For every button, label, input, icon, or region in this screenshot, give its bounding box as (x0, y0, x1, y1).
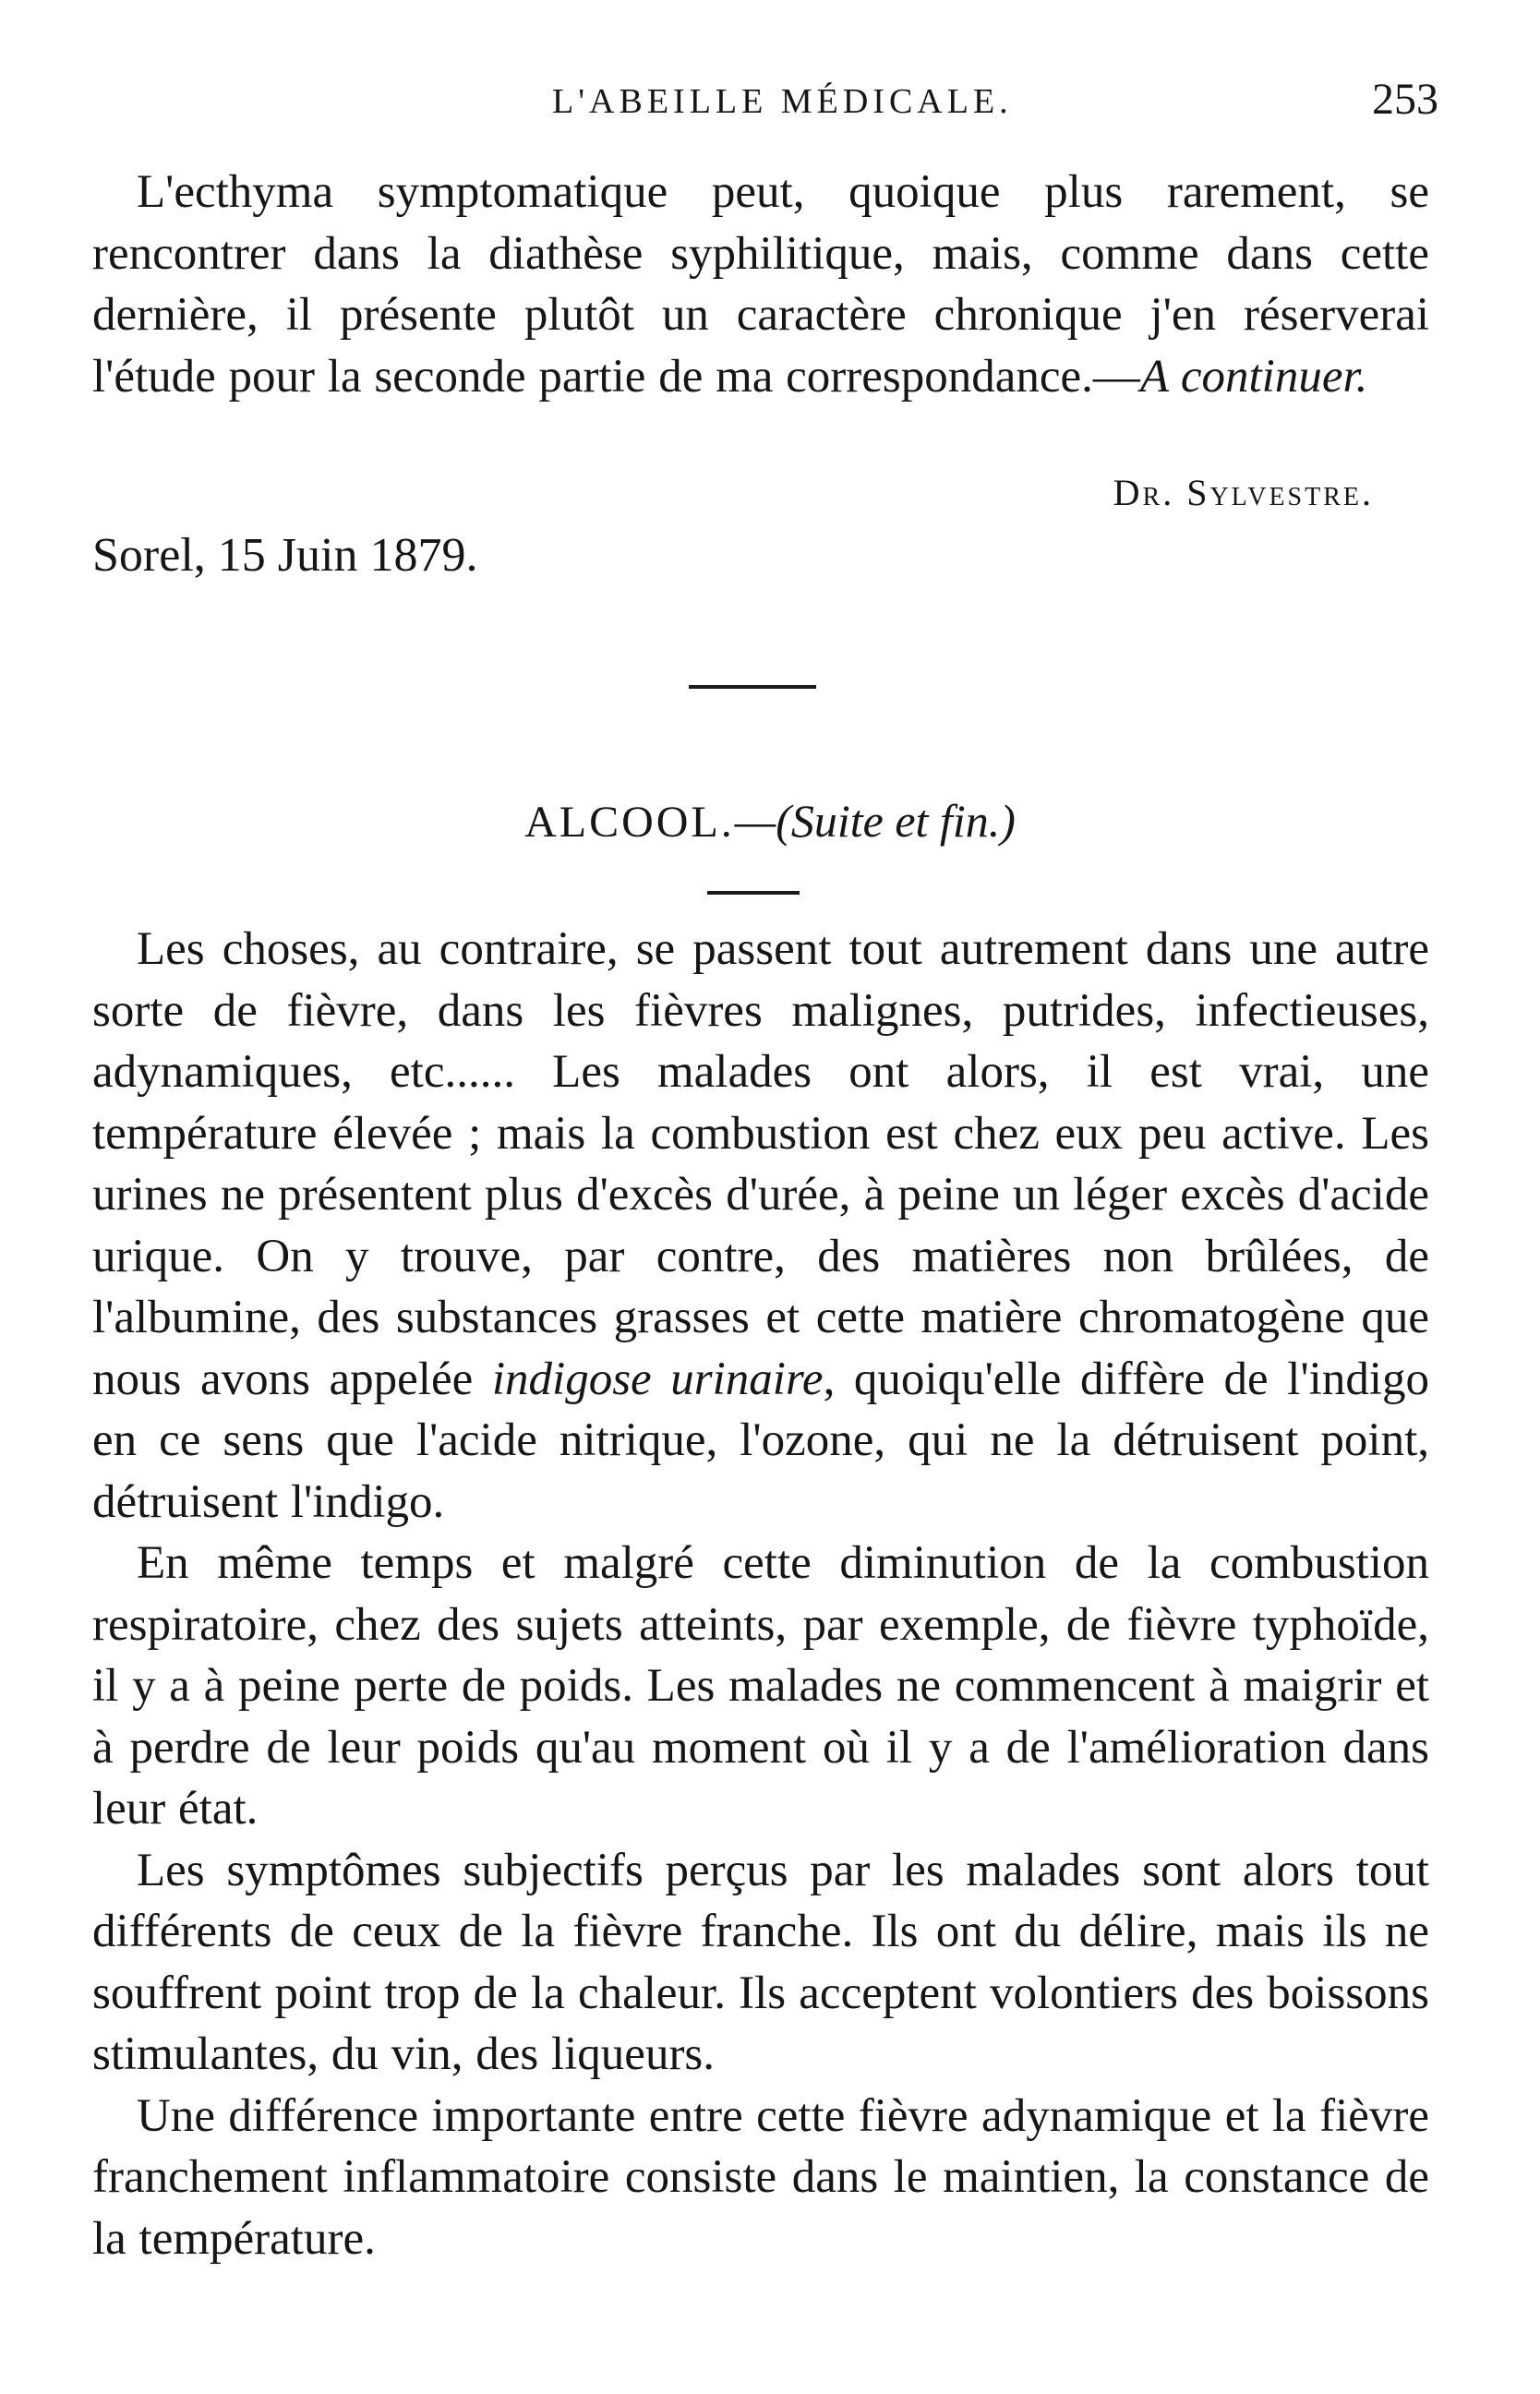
article-title (0, 794, 1540, 848)
article-paragraph-2: En même temps et malgré cette diminution de la combustion respiratoire, chez des sujets atteints, par exemple, de fièvre typhoïde, il y a à peine perte de poids. Les malades ne commencent à maigrir et à perdre de leur poids qu'au moment où il y a de l'amélioration dans leur état. (92, 1537, 1429, 1835)
ecthyma-paragraph-text: L'ecthyma symptomatique peut, quoique plus rarement, se rencontrer dans la diathèse syphilitique, mais, comme dans cette dernière, il présente plutôt un caractère chronique j'en réserverai l'étude pour la seconde partie de ma correspondance.— (92, 166, 1429, 403)
page-number: 253 (1372, 75, 1438, 124)
article-title-main: ALCOOL. (524, 798, 735, 847)
ecthyma-paragraph (92, 162, 1429, 407)
section-divider-rule (689, 685, 816, 689)
article-title-subtitle: —(Suite et fin.) (734, 795, 1016, 847)
running-head (0, 72, 1540, 127)
ecthyma-paragraph-block (92, 162, 1429, 407)
article-paragraph-4: Une différence importante entre cette fièvre adynamique et la fièvre franchement inflammatoire consiste dans le maintien, la constance de la température. (92, 2089, 1429, 2265)
title-underline-rule (707, 891, 800, 895)
paragraph-1-italic-term: indigose urinaire (491, 1353, 824, 1405)
running-title: L'ABEILLE MÉDICALE. (552, 82, 1013, 121)
author-signature: Dr. Sylvestre. (1113, 472, 1374, 513)
paragraph-1-text-a: Les choses, au contraire, se passent tout autrement dans une autre sorte de fièvre, dans les fièvres malignes, putrides, infectieuses, adynamiques, etc...... Les malades ont alors, il est vrai, une température élevée ; mais la combustion est chez eux peu active. Les urines ne présentent plus d'excès d'urée, à peine un léger excès d'acide urique. On y trouve, par contre, des matières non brûlées, de l'albumine, des substances grasses et cette matière chromatogène que nous avons appelée (92, 923, 1429, 1405)
dateline: Sorel, 15 Juin 1879. (92, 529, 478, 582)
continue-note: A continuer. (1139, 350, 1368, 403)
article-paragraph-3: Les symptômes subjectifs perçus par les malades sont alors tout différents de ceux de la fièvre franche. Ils ont du délire, mais ils ne souffrent point trop de la chaleur. Ils acceptent volontiers des boissons stimulantes, du vin, des liqueurs. (92, 1844, 1429, 2080)
article-body (92, 919, 1429, 2269)
paragraph-1-text-b: , quoiqu'elle diffère de l'indigo en ce sens que l'acide nitrique, l'ozone, qui ne la détruisent point, détruisent l'indigo. (92, 1353, 1429, 1528)
article-paragraph-1 (92, 919, 1429, 1533)
